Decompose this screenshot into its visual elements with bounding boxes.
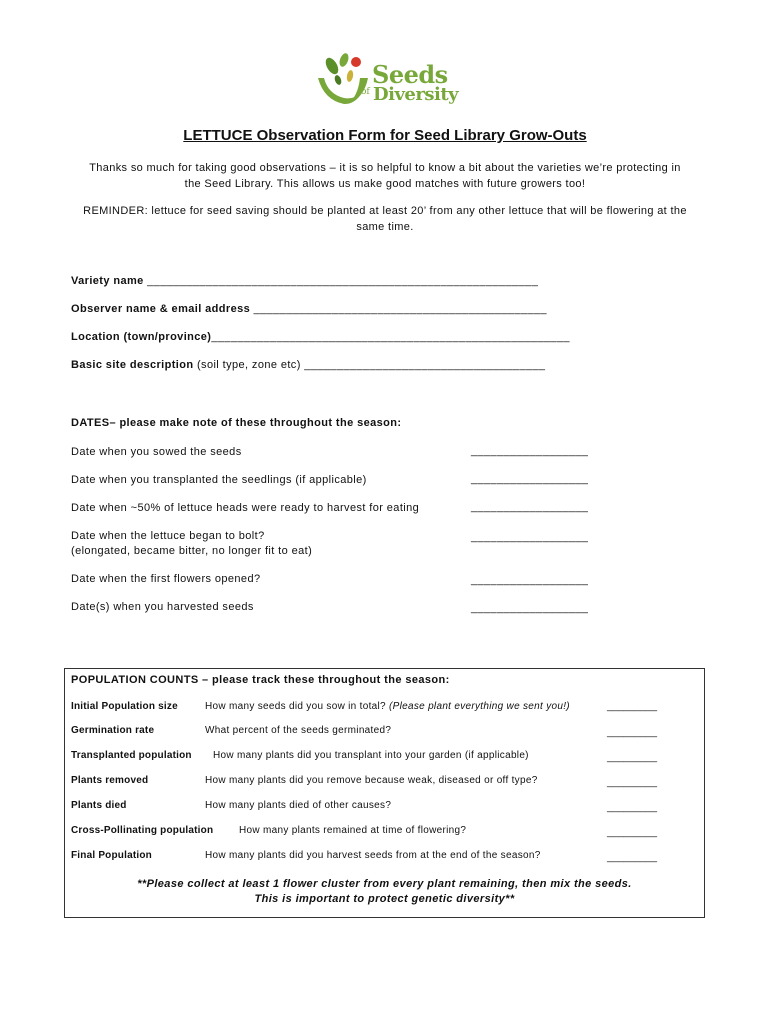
intro-paragraph: Thanks so much for taking good observations – it is so helpful to know a bit about the varieties we’re protecting in the Seed Library. This allows us make good matches with future growers too! bbox=[89, 162, 681, 190]
date-blank-harvested-seeds[interactable]: __________________ bbox=[471, 602, 589, 614]
collection-note-line2: This is important to protect genetic diversity** bbox=[254, 893, 515, 905]
date-label-flowers: Date when the first flowers opened? bbox=[71, 573, 261, 585]
date-blank-sowed[interactable]: __________________ bbox=[471, 445, 589, 457]
pop-question-initial: How many seeds did you sow in total? (Please plant everything we sent you!) bbox=[205, 701, 570, 712]
pop-name-cross-pollinating: Cross-Pollinating population bbox=[71, 825, 214, 836]
logo-text-of: of bbox=[361, 87, 370, 97]
date-blank-bolt[interactable]: __________________ bbox=[471, 531, 589, 543]
field-hint: (soil type, zone etc) bbox=[196, 359, 301, 371]
field-blank[interactable]: _____________________________________________ bbox=[253, 303, 547, 315]
field-blank[interactable]: _______________________________________________________ bbox=[211, 331, 570, 343]
pop-question-transplanted: How many plants did you transplant into your garden (if applicable) bbox=[213, 750, 529, 761]
collection-note-line1: **Please collect at least 1 flower cluster from every plant remaining, then mix the seeds. bbox=[137, 878, 632, 890]
leaf-icon bbox=[323, 56, 341, 77]
pop-blank-removed[interactable]: _________ bbox=[607, 777, 658, 788]
field-site-description[interactable] bbox=[71, 359, 545, 371]
date-label-transplanted: Date when you transplanted the seedlings (if applicable) bbox=[71, 474, 367, 486]
date-blank-harvest-eating[interactable]: __________________ bbox=[471, 501, 589, 513]
pop-question-germination: What percent of the seeds germinated? bbox=[205, 725, 392, 736]
pop-blank-died[interactable]: _________ bbox=[607, 802, 658, 813]
field-label: Basic site description bbox=[71, 359, 194, 371]
date-label-harvested-seeds: Date(s) when you harvested seeds bbox=[71, 601, 254, 613]
field-location[interactable] bbox=[71, 331, 570, 343]
field-label: Variety name bbox=[71, 275, 144, 287]
field-blank[interactable]: ____________________________________________________________ bbox=[147, 275, 539, 287]
pop-blank-germination[interactable]: _________ bbox=[607, 727, 658, 738]
dates-heading: DATES– please make note of these throughout the season: bbox=[71, 417, 402, 429]
pop-blank-initial[interactable]: _________ bbox=[607, 701, 658, 712]
pop-question-removed: How many plants did you remove because weak, diseased or off type? bbox=[205, 775, 538, 786]
date-label-bolt-detail: (elongated, became bitter, no longer fit to eat) bbox=[71, 545, 313, 557]
field-blank[interactable]: _____________________________________ bbox=[304, 359, 546, 371]
pop-name-transplanted: Transplanted population bbox=[71, 750, 192, 761]
pop-name-initial: Initial Population size bbox=[71, 701, 178, 712]
population-heading: POPULATION COUNTS – please track these throughout the season: bbox=[71, 674, 450, 686]
date-blank-flowers[interactable]: __________________ bbox=[471, 574, 589, 586]
pop-question-cross-pollinating: How many plants remained at time of flowering? bbox=[239, 825, 467, 836]
date-label-harvest-eating: Date when ~50% of lettuce heads were ready to harvest for eating bbox=[71, 502, 420, 514]
tomato-icon bbox=[351, 57, 361, 67]
pop-blank-transplanted[interactable]: _________ bbox=[607, 752, 658, 763]
field-variety-name[interactable] bbox=[71, 275, 538, 287]
pop-blank-cross-pollinating[interactable]: _________ bbox=[607, 827, 658, 838]
date-label-sowed: Date when you sowed the seeds bbox=[71, 446, 242, 458]
pop-name-died: Plants died bbox=[71, 800, 127, 811]
pop-question-died: How many plants died of other causes? bbox=[205, 800, 392, 811]
pop-name-final: Final Population bbox=[71, 850, 152, 861]
date-blank-transplanted[interactable]: __________________ bbox=[471, 473, 589, 485]
pop-name-germination: Germination rate bbox=[71, 725, 155, 736]
pop-blank-final[interactable]: _________ bbox=[607, 852, 658, 863]
field-label: Location (town/province) bbox=[71, 331, 212, 343]
logo-text-diversity: Diversity bbox=[373, 84, 459, 105]
form-title: LETTUCE Observation Form for Seed Library Grow-Outs bbox=[183, 127, 587, 144]
pop-question-note: (Please plant everything we sent you!) bbox=[388, 701, 570, 712]
date-label-bolt: Date when the lettuce began to bolt? bbox=[71, 530, 265, 542]
logo-text-seeds: Seeds bbox=[372, 60, 448, 89]
pop-question-final: How many plants did you harvest seeds from at the end of the season? bbox=[205, 850, 541, 861]
field-observer[interactable] bbox=[71, 303, 547, 315]
pop-name-removed: Plants removed bbox=[71, 775, 149, 786]
reminder-paragraph: REMINDER: lettuce for seed saving should be planted at least 20’ from any other lettuce that will be flowering at the same time. bbox=[83, 205, 687, 233]
field-label: Observer name & email address bbox=[71, 303, 251, 315]
